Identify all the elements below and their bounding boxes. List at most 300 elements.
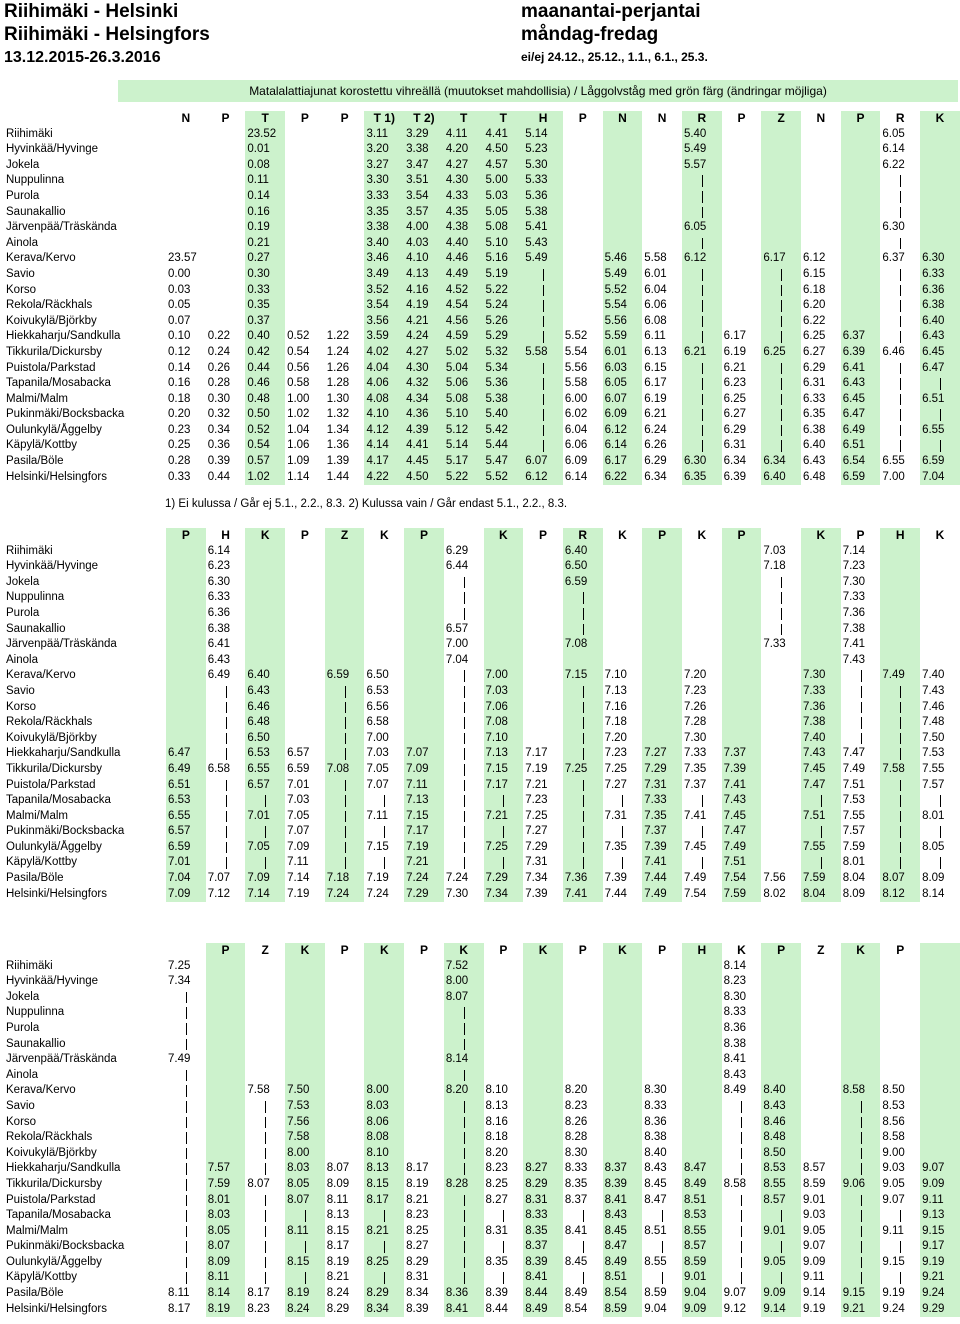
departure-time: 8.24 <box>326 1287 350 1300</box>
departure-time <box>484 1005 524 1021</box>
departure-time: 7.29 <box>642 762 682 778</box>
passes-through-mark <box>166 1239 206 1255</box>
departure-time: 23.52 <box>245 127 285 143</box>
departure-time <box>484 637 524 653</box>
departure-time <box>523 575 563 591</box>
departure-time: 6.40 <box>245 668 285 684</box>
departure-time <box>603 959 643 975</box>
passes-through-mark <box>245 793 285 809</box>
departure-time: 7.39 <box>722 762 762 778</box>
departure-time <box>206 1068 246 1084</box>
departure-time <box>404 637 444 653</box>
departure-time: 3.11 <box>364 127 404 143</box>
departure-time <box>285 544 325 560</box>
passes-through-mark <box>245 1161 285 1177</box>
departure-time: 8.35 <box>523 1224 563 1240</box>
station-name: Oulunkylä/Åggelby <box>6 840 102 853</box>
departure-time: 6.21 <box>644 408 667 421</box>
passes-through-mark <box>722 1146 762 1162</box>
passes-through-mark <box>166 1083 206 1099</box>
passes-through-mark <box>444 1130 484 1146</box>
departure-time: 0.28 <box>168 455 191 468</box>
departure-time <box>682 1005 722 1021</box>
departure-time <box>484 544 524 560</box>
passes-through-mark <box>444 793 484 809</box>
departure-time <box>166 684 206 700</box>
departure-time: 9.24 <box>882 1302 905 1315</box>
departure-time: 7.05 <box>245 840 285 856</box>
departure-time: 0.08 <box>245 158 285 174</box>
train-type-header: K <box>618 528 627 542</box>
departure-time: 7.29 <box>484 871 524 887</box>
passes-through-mark <box>880 793 920 809</box>
departure-time: 7.59 <box>801 871 841 887</box>
departure-time: 5.52 <box>603 283 643 299</box>
departure-time: 6.05 <box>882 127 905 140</box>
departure-time: 7.36 <box>842 606 866 619</box>
departure-time <box>722 606 762 622</box>
departure-time <box>722 715 762 731</box>
departure-time <box>761 668 801 684</box>
departure-time: 8.58 <box>882 1131 905 1144</box>
departure-time: 5.41 <box>523 220 563 236</box>
train-type-header: Z <box>261 943 269 957</box>
departure-time <box>880 1052 920 1068</box>
table-row <box>4 407 960 423</box>
departure-time: 6.18 <box>803 283 826 296</box>
departure-time: 8.27 <box>406 1240 429 1253</box>
departure-time: 7.55 <box>922 762 945 775</box>
passes-through-mark <box>166 1161 206 1177</box>
table-row <box>4 1068 960 1084</box>
departure-time: 6.53 <box>166 793 206 809</box>
departure-time <box>761 220 801 236</box>
departure-time <box>920 1099 960 1115</box>
departure-time <box>206 959 246 975</box>
departure-time: 0.12 <box>168 345 191 358</box>
departure-time: 1.39 <box>326 455 350 468</box>
departure-time: 7.07 <box>404 746 444 762</box>
departure-time <box>761 700 801 716</box>
passes-through-mark <box>682 205 722 221</box>
departure-time: 6.23 <box>723 377 747 390</box>
station-name: Jokela <box>6 990 40 1003</box>
departure-time: 3.57 <box>404 205 444 221</box>
departure-time: 5.38 <box>523 205 563 221</box>
departure-time <box>285 283 325 299</box>
departure-time <box>206 173 246 189</box>
departure-time <box>642 990 682 1006</box>
passes-through-mark <box>245 1208 285 1224</box>
departure-time: 8.51 <box>682 1193 722 1209</box>
departure-time: 4.27 <box>444 158 484 174</box>
passes-through-mark <box>880 189 920 205</box>
passes-through-mark <box>841 1130 881 1146</box>
passes-through-mark <box>880 283 920 299</box>
departure-time: 6.30 <box>207 575 231 588</box>
departure-time <box>563 127 603 143</box>
departure-time: 7.56 <box>763 872 786 885</box>
departure-time: 8.09 <box>842 887 866 900</box>
passes-through-mark <box>761 575 801 591</box>
table-row <box>4 220 960 236</box>
departure-time <box>245 1068 285 1084</box>
passes-through-mark <box>682 173 722 189</box>
departure-time: 7.35 <box>642 809 682 825</box>
departure-time <box>364 622 404 638</box>
passes-through-mark <box>484 1239 524 1255</box>
departure-time <box>364 959 404 975</box>
departure-time <box>682 606 722 622</box>
departure-time: 3.51 <box>404 173 444 189</box>
departure-time: 6.40 <box>920 314 960 330</box>
passes-through-mark <box>364 855 404 871</box>
departure-time <box>325 236 365 252</box>
departure-time <box>920 142 960 158</box>
train-type-header: K <box>285 943 325 959</box>
departure-time <box>245 1005 285 1021</box>
departure-time: 8.51 <box>644 1224 667 1237</box>
departure-time <box>563 267 603 283</box>
departure-time: 7.33 <box>842 591 866 604</box>
departure-time: 7.16 <box>604 700 627 713</box>
passes-through-mark <box>682 376 722 392</box>
passes-through-mark <box>444 1270 484 1286</box>
departure-time <box>285 637 325 653</box>
departure-time: 1.14 <box>287 470 310 483</box>
train-type-header: P <box>221 111 230 125</box>
passes-through-mark <box>920 824 960 840</box>
departure-time <box>563 1005 603 1021</box>
table-row <box>4 142 960 158</box>
departure-time <box>484 990 524 1006</box>
passes-through-mark <box>761 392 801 408</box>
departure-time: 8.23 <box>485 1162 508 1175</box>
departure-time: 6.41 <box>841 361 881 377</box>
passes-through-mark <box>563 824 603 840</box>
departure-time: 8.31 <box>406 1271 429 1284</box>
departure-time: 6.57 <box>445 622 469 635</box>
departure-time: 0.56 <box>287 361 310 374</box>
departure-time: 5.56 <box>603 314 643 330</box>
passes-through-mark <box>682 189 722 205</box>
departure-time: 9.01 <box>803 1193 826 1206</box>
departure-time <box>166 700 206 716</box>
departure-time <box>603 1037 643 1053</box>
passes-through-mark <box>245 1270 285 1286</box>
departure-time <box>603 1021 643 1037</box>
table-row <box>4 824 960 840</box>
passes-through-mark <box>761 1208 801 1224</box>
train-type-header: P <box>206 943 246 959</box>
departure-time: 8.20 <box>444 1083 484 1099</box>
departure-time: 4.41 <box>484 127 524 143</box>
route-title-sv: Riihimäki - Helsingfors <box>4 24 210 45</box>
table-row <box>4 345 960 361</box>
departure-time: 9.09 <box>682 1302 722 1318</box>
departure-time: 6.50 <box>563 559 603 575</box>
passes-through-mark <box>364 1208 404 1224</box>
table-row <box>4 731 960 747</box>
departure-time: 7.59 <box>842 840 866 853</box>
departure-time <box>761 236 801 252</box>
departure-time <box>920 127 960 143</box>
departure-time: 6.53 <box>245 746 285 762</box>
departure-time: 8.20 <box>564 1084 588 1097</box>
departure-time <box>761 1021 801 1037</box>
departure-time <box>841 1005 881 1021</box>
departure-time <box>523 684 563 700</box>
departure-time: 8.04 <box>842 872 866 885</box>
departure-time: 4.12 <box>364 423 404 439</box>
departure-time <box>761 127 801 143</box>
departure-time: 7.56 <box>285 1115 325 1131</box>
departure-time <box>920 1130 960 1146</box>
departure-time <box>563 1068 603 1084</box>
departure-time <box>682 1021 722 1037</box>
station-header <box>4 528 166 544</box>
departure-time <box>325 606 365 622</box>
departure-time <box>603 559 643 575</box>
departure-time <box>682 1037 722 1053</box>
departure-time: 6.07 <box>523 454 563 470</box>
departure-time: 9.14 <box>761 1302 801 1318</box>
departure-time: 7.34 <box>168 975 191 988</box>
departure-time: 6.48 <box>245 715 285 731</box>
departure-time: 4.02 <box>364 345 404 361</box>
departure-time <box>722 559 762 575</box>
departure-time: 5.16 <box>484 251 524 267</box>
departure-time <box>682 559 722 575</box>
departure-time: 0.01 <box>245 142 285 158</box>
departure-time: 8.37 <box>523 1239 563 1255</box>
departure-time: 8.09 <box>326 1177 350 1190</box>
table-row <box>4 1224 960 1240</box>
passes-through-mark <box>444 1239 484 1255</box>
station-name: Pasila/Böle <box>6 455 64 468</box>
departure-time <box>603 1099 643 1115</box>
passes-through-mark <box>722 1115 762 1131</box>
departure-time <box>523 637 563 653</box>
departure-time <box>285 1068 325 1084</box>
departure-time <box>801 1083 841 1099</box>
departure-time <box>603 127 643 143</box>
departure-time <box>245 606 285 622</box>
passes-through-mark <box>245 1115 285 1131</box>
passes-through-mark <box>563 731 603 747</box>
table-row <box>4 544 960 560</box>
departure-time: 7.38 <box>842 622 866 635</box>
departure-time: 6.05 <box>603 376 643 392</box>
departure-time: 0.37 <box>245 314 285 330</box>
departure-time <box>206 1115 246 1131</box>
passes-through-mark <box>920 855 960 871</box>
departure-time <box>722 731 762 747</box>
passes-through-mark <box>880 855 920 871</box>
departure-time: 7.01 <box>166 855 206 871</box>
departure-time: 8.47 <box>644 1193 667 1206</box>
passes-through-mark <box>880 731 920 747</box>
departure-time <box>920 544 960 560</box>
passes-through-mark <box>325 809 365 825</box>
train-type-header: N <box>603 111 643 127</box>
departure-time: 6.11 <box>644 330 666 343</box>
departure-time <box>325 974 365 990</box>
departure-time: 8.35 <box>564 1177 588 1190</box>
departure-time: 9.01 <box>761 1224 801 1240</box>
departure-time: 0.24 <box>207 345 231 358</box>
passes-through-mark <box>563 855 603 871</box>
train-type-header: P <box>404 528 444 544</box>
departure-time <box>325 1146 365 1162</box>
departure-time: 6.59 <box>166 840 206 856</box>
departure-time: 8.38 <box>644 1131 667 1144</box>
departure-time: 6.45 <box>841 392 881 408</box>
departure-time: 8.59 <box>682 1255 722 1271</box>
passes-through-mark <box>444 778 484 794</box>
passes-through-mark <box>880 684 920 700</box>
departure-time: 8.13 <box>326 1209 350 1222</box>
train-type-header: P <box>340 943 349 957</box>
departure-time <box>841 189 881 205</box>
departure-time <box>166 559 206 575</box>
departure-time <box>841 267 881 283</box>
station-name: Savio <box>6 684 35 697</box>
departure-time <box>761 173 801 189</box>
departure-time <box>325 220 365 236</box>
station-name: Tapanila/Mosabacka <box>6 377 111 390</box>
departure-time: 1.24 <box>326 345 350 358</box>
station-name: Savio <box>6 1099 35 1112</box>
departure-time: 5.49 <box>603 267 643 283</box>
passes-through-mark <box>722 1255 762 1271</box>
departure-time <box>801 189 841 205</box>
train-type-header: K <box>737 943 746 957</box>
departure-time: 6.12 <box>682 251 722 267</box>
departure-time: 8.29 <box>406 1255 429 1268</box>
departure-time <box>761 990 801 1006</box>
departure-time: 8.15 <box>364 1177 404 1193</box>
departure-time: 7.18 <box>763 560 786 573</box>
departure-time <box>801 220 841 236</box>
days-sv: måndag-fredag <box>521 24 659 45</box>
departure-time: 6.38 <box>803 423 826 436</box>
passes-through-mark <box>364 1270 404 1286</box>
train-type-header: K <box>379 528 389 542</box>
departure-time: 7.29 <box>404 887 444 903</box>
departure-time: 6.58 <box>366 716 389 729</box>
departure-time <box>206 990 246 1006</box>
train-type-header: P <box>340 111 349 125</box>
departure-time: 7.00 <box>882 470 905 483</box>
station-name: Hyvinkää/Hyvinge <box>6 143 99 156</box>
table-row <box>4 423 960 439</box>
departure-time <box>722 684 762 700</box>
departure-time <box>642 173 682 189</box>
departure-time: 8.47 <box>603 1239 643 1255</box>
departure-time: 9.11 <box>920 1193 960 1209</box>
passes-through-mark <box>523 283 563 299</box>
departure-time <box>603 205 643 221</box>
departure-time: 5.56 <box>564 361 588 374</box>
departure-time: 9.15 <box>882 1255 905 1268</box>
departure-time: 5.44 <box>484 438 524 454</box>
departure-time <box>603 575 643 591</box>
departure-time: 8.50 <box>761 1146 801 1162</box>
passes-through-mark <box>325 746 365 762</box>
departure-time <box>404 606 444 622</box>
departure-time: 7.43 <box>922 684 945 697</box>
departure-time: 8.00 <box>364 1083 404 1099</box>
passes-through-mark <box>166 1021 206 1037</box>
departure-time: 6.25 <box>723 392 747 405</box>
departure-time: 8.41 <box>564 1224 588 1237</box>
departure-time <box>523 653 563 669</box>
departure-time <box>364 559 404 575</box>
departure-time <box>642 606 682 622</box>
departure-time <box>603 544 643 560</box>
departure-time <box>404 653 444 669</box>
station-name: Kerava/Kervo <box>6 252 76 265</box>
departure-time <box>880 559 920 575</box>
departure-time <box>563 974 603 990</box>
table-row <box>4 959 960 975</box>
departure-time <box>325 990 365 1006</box>
departure-time: 0.44 <box>207 470 231 483</box>
departure-time <box>285 158 325 174</box>
departure-time <box>404 700 444 716</box>
departure-time: 7.29 <box>525 840 548 853</box>
departure-time: 8.39 <box>485 1287 508 1300</box>
passes-through-mark <box>880 173 920 189</box>
departure-time: 7.49 <box>842 762 866 775</box>
departure-time <box>603 173 643 189</box>
station-name: Nuppulinna <box>6 1006 65 1019</box>
departure-time <box>642 637 682 653</box>
departure-time: 3.40 <box>364 236 404 252</box>
departure-time: 7.25 <box>484 840 524 856</box>
station-name: Käpylä/Kottby <box>6 856 77 869</box>
departure-time: 8.41 <box>603 1193 643 1209</box>
departure-time: 8.09 <box>206 1255 246 1271</box>
departure-time: 8.17 <box>326 1240 350 1253</box>
departure-time: 6.55 <box>920 423 960 439</box>
passes-through-mark <box>444 1146 484 1162</box>
departure-time <box>285 173 325 189</box>
departure-time: 7.30 <box>842 575 866 588</box>
departure-time: 4.27 <box>404 345 444 361</box>
departure-time: 7.24 <box>325 887 365 903</box>
departure-time: 6.53 <box>366 684 389 697</box>
departure-time <box>523 990 563 1006</box>
station-name: Tikkurila/Dickursby <box>6 1177 103 1190</box>
station-name: Tikkurila/Dickursby <box>6 762 103 775</box>
departure-time <box>206 1021 246 1037</box>
passes-through-mark <box>245 1239 285 1255</box>
departure-time: 8.56 <box>882 1115 905 1128</box>
departure-time <box>722 267 762 283</box>
departure-time <box>206 267 246 283</box>
departure-time <box>523 1037 563 1053</box>
departure-time: 6.51 <box>841 438 881 454</box>
passes-through-mark <box>722 1224 762 1240</box>
departure-time: 7.07 <box>207 872 231 885</box>
table-row <box>4 974 960 990</box>
departure-time: 5.30 <box>523 158 563 174</box>
departure-time: 7.21 <box>404 855 444 871</box>
departure-time <box>484 974 524 990</box>
departure-time: 8.41 <box>444 1302 484 1318</box>
